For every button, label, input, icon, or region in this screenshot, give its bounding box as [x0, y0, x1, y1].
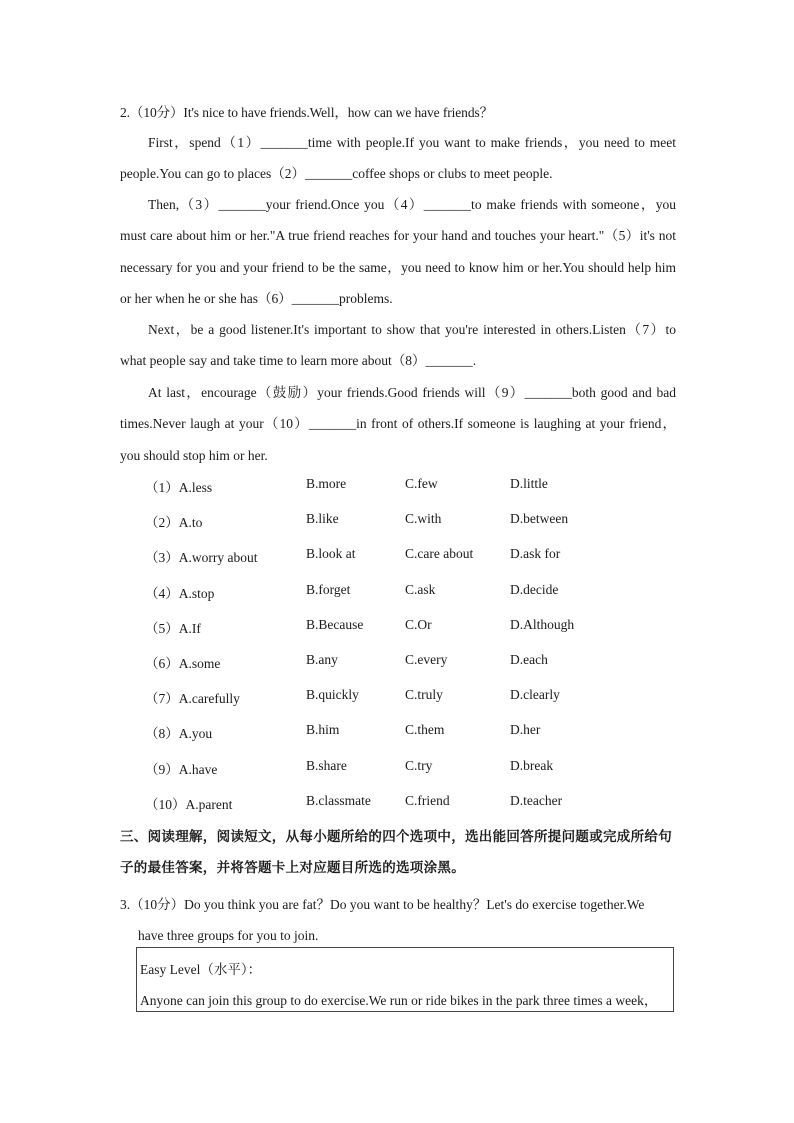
passage-paragraph-2: Then,（3）_______your friend.Once you（4）_______to make friends with someone，you must care about him or her."A true friend reaches for your hand and touches your heart."（5）it's not necessary for you and your friend to be the same，you need to know him or her.You should help him or her when he or she has（6）_______problems. — [120, 197, 676, 306]
option-c: C.few — [405, 476, 438, 491]
passage-paragraph-3: Next，be a good listener.It's important to show that you're interested in others.Listen（7）to what people say and take time to learn more about（8）_______. — [120, 322, 676, 369]
option-a: （7）A.carefully — [145, 691, 240, 707]
option-c: C.with — [405, 511, 442, 527]
question-3-title-line-1: 3.（10分）Do you think you are fat？Do you want to be healthy？Let's do exercise together.We — [120, 897, 645, 912]
option-a: （3）A.worry about — [145, 550, 258, 566]
option-c: C.every — [405, 651, 448, 667]
section-3-heading: 三、阅读理解，阅读短文，从每小题所给的四个选项中，选出能回答所提问题或完成所给句子的最佳答案，并将答题卡上对应题目所选的选项涂黑。 — [120, 829, 672, 877]
option-b: B.like — [306, 511, 339, 527]
option-c: C.try — [405, 757, 433, 773]
option-d: D.clearly — [510, 687, 560, 703]
passage-box — [136, 947, 674, 1012]
passage-paragraph-4: At last，encourage（鼓励）your friends.Good friends will（9）_______both good and bad times.Never laugh at your（10）_______in front of others.If someone is laughing at your friend，you should stop him or her. — [120, 385, 676, 463]
option-a: （10）A.parent — [145, 796, 233, 812]
option-c: C.friend — [405, 792, 450, 808]
option-b: B.forget — [306, 581, 351, 597]
option-d: D.each — [510, 651, 548, 667]
option-b: B.share — [306, 757, 347, 773]
option-b: B.classmate — [306, 792, 371, 808]
option-a: （9）A.have — [145, 761, 218, 777]
option-d: D.teacher — [510, 792, 563, 808]
option-c: C.truly — [405, 687, 443, 703]
option-b: B.any — [306, 651, 338, 667]
option-a: （1）A.less — [145, 480, 213, 495]
option-c: C.them — [405, 722, 445, 738]
option-d: D.Although — [510, 616, 575, 632]
easy-level-text: Anyone can join this group to do exercise.We run or ride bikes in the park three times a week， — [140, 993, 658, 1008]
question-3-title-line-2: have three groups for you to join. — [138, 928, 319, 944]
question-2-title: 2.（10分）It's nice to have friends.Well，how can we have friends？ — [120, 105, 494, 120]
option-b: B.more — [306, 476, 347, 491]
option-d: D.her — [510, 722, 541, 738]
option-c: C.Or — [405, 616, 432, 632]
option-a: （2）A.to — [145, 515, 203, 531]
question-3-title — [120, 889, 676, 952]
option-d: D.ask for — [510, 546, 561, 562]
option-a: （5）A.If — [145, 620, 201, 636]
option-b: B.quickly — [306, 687, 359, 703]
easy-level-heading: Easy Level（水平）： — [140, 962, 262, 977]
option-d: D.break — [510, 757, 554, 773]
option-a: （6）A.some — [145, 655, 221, 671]
option-b: B.him — [306, 722, 340, 738]
option-b: B.Because — [306, 616, 364, 632]
option-a: （8）A.you — [145, 726, 213, 742]
option-d: D.between — [510, 511, 569, 527]
option-c: C.ask — [405, 581, 436, 597]
option-a: （4）A.stop — [145, 585, 215, 601]
option-d: D.decide — [510, 581, 559, 597]
option-d: D.little — [510, 476, 548, 491]
passage-paragraph-1: First，spend（1）_______time with people.If you want to make friends，you need to meet people.You can go to places（2）_______coffee shops or clubs to meet people. — [120, 135, 676, 182]
option-c: C.care about — [405, 546, 474, 562]
option-b: B.look at — [306, 546, 356, 562]
